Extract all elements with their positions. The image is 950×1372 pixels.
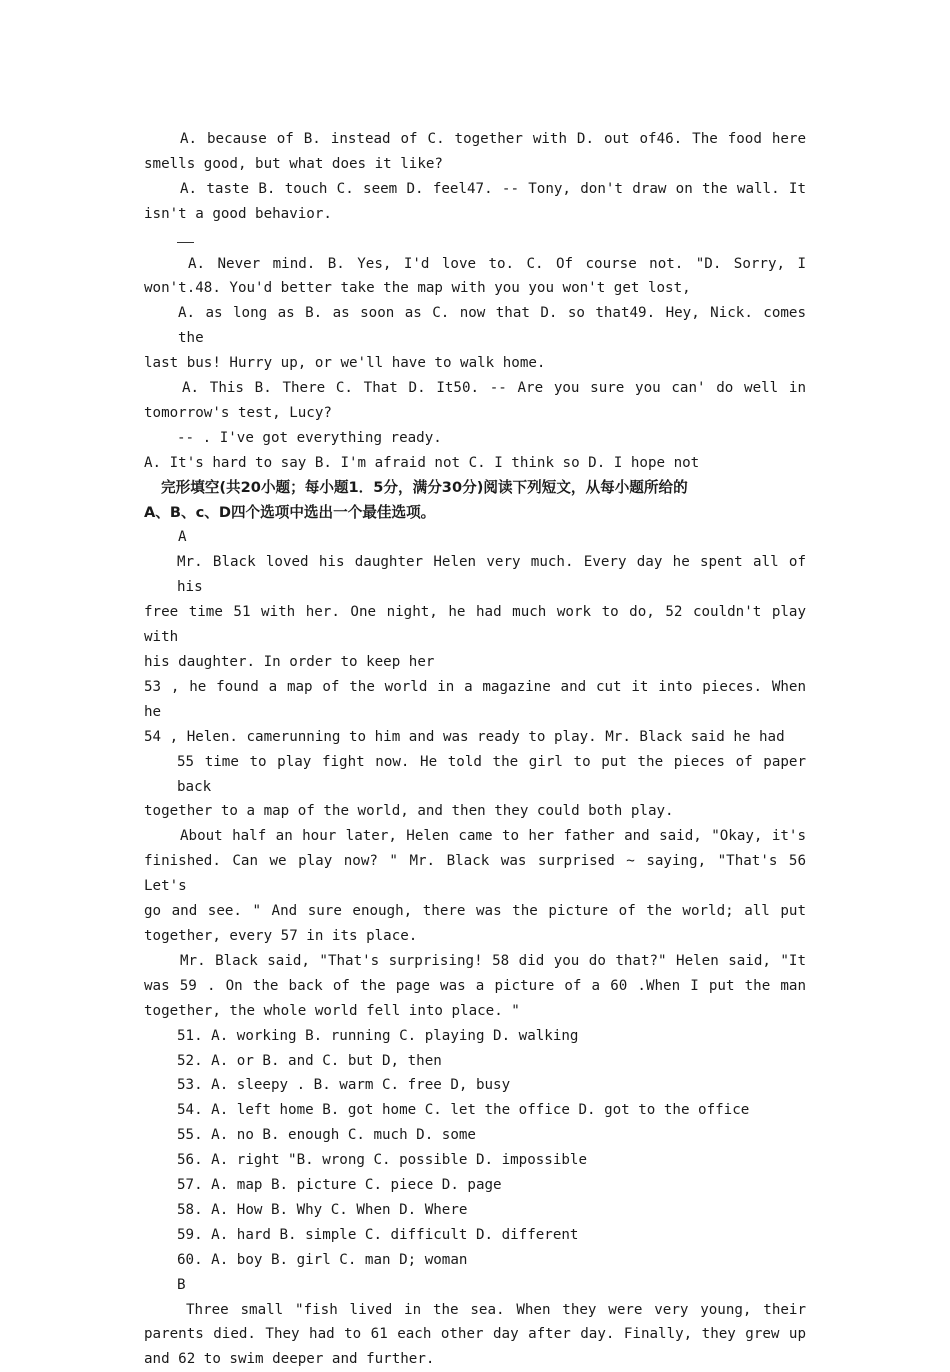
text-line: Mr. Black loved his daughter Helen very much. Every day he spent all of his <box>177 554 806 596</box>
passage-label: B <box>177 1276 186 1293</box>
text-line: together, the whole world fell into place. " <box>144 1002 520 1019</box>
text-line: his daughter. In order to keep her <box>144 654 435 671</box>
option-line: 51. A. working B. running C. playing D. walking <box>177 1027 579 1044</box>
text-line: A. as long as B. as soon as C. now that D. so that49. Hey, Nick. comes the <box>178 305 806 347</box>
option-line: 56. A. right "B. wrong C. possible D. impossible <box>177 1152 587 1169</box>
option-line: 54. A. left home B. got home C. let the office D. got to the office <box>177 1102 750 1119</box>
dash-mark <box>144 227 806 252</box>
text-line: tomorrow's test, Lucy? <box>144 404 332 421</box>
text-line: together to a map of the world, and then they could both play. <box>144 803 674 820</box>
text-line: A. taste B. touch C. seem D. feel47. -- Tony, don't draw on the wall. It <box>180 180 806 197</box>
text-line: isn't a good behavior. <box>144 205 332 222</box>
section-heading: 完形填空(共20小题；每小题1．5分，满分30分)阅读下列短文，从每小题所给的 <box>161 478 688 496</box>
text-line: 53 , he found a map of the world in a magazine and cut it into pieces. When he <box>144 678 806 720</box>
text-line: Three small "fish lived in the sea. When they were very young, their <box>186 1301 806 1318</box>
text-line: 54 , Helen. camerunning to him and was ready to play. Mr. Black said he had <box>144 728 785 745</box>
text-line: won't.48. You'd better take the map with you you won't get lost, <box>144 280 691 297</box>
option-line: 53. A. sleepy . B. warm C. free D, busy <box>177 1077 511 1094</box>
text-line: together, every 57 in its place. <box>144 927 418 944</box>
text-line: free time 51 with her. One night, he had much work to do, 52 couldn't play with <box>144 604 806 646</box>
text-line: parents died. They had to 61 each other day after day. Finally, they grew up <box>144 1326 806 1343</box>
option-line: 52. A. or B. and C. but D, then <box>177 1052 442 1069</box>
text-line: was 59 . On the back of the page was a picture of a 60 .When I put the man <box>144 977 806 994</box>
text-line: last bus! Hurry up, or we'll have to walk home. <box>144 355 546 372</box>
text-line: 55 time to play fight now. He told the girl to put the pieces of paper back <box>177 753 806 795</box>
option-line: 59. A. hard B. simple C. difficult D. different <box>177 1226 579 1243</box>
text-line: A. It's hard to say B. I'm afraid not C. I think so D. I hope not <box>144 454 700 471</box>
text-line: -- . I've got everything ready. <box>177 429 442 446</box>
text-line: finished. Can we play now? " Mr. Black was surprised ~ saying, "That's 56 Let's <box>144 853 806 895</box>
passage-label: A <box>178 529 187 546</box>
option-line: 60. A. boy B. girl C. man D; woman <box>177 1251 468 1268</box>
text-line: A. This B. There C. That D. It50. -- Are you sure you can' do well in <box>182 380 806 397</box>
text-line: A. because of B. instead of C. together with D. out of46. The food here <box>180 131 806 147</box>
document-page <box>144 127 806 1372</box>
text-line: smells good, but what does it like? <box>144 155 443 172</box>
option-line: 57. A. map B. picture C. piece D. page <box>177 1177 502 1194</box>
text-line: A. Never mind. B. Yes, I'd love to. C. Of course not. "D. Sorry, I <box>188 255 806 272</box>
text-line: About half an hour later, Helen came to her father and said, "Okay, it's <box>180 828 806 845</box>
option-line: 58. A. How B. Why C. When D. Where <box>177 1201 468 1218</box>
text-line: Mr. Black said, "That's surprising! 58 did you do that?" Helen said, "It <box>180 952 806 969</box>
option-line: 55. A. no B. enough C. much D. some <box>177 1127 476 1144</box>
text-line: and 62 to swim deeper and further. <box>144 1351 435 1368</box>
section-heading: A、B、c、D四个选项中选出一个最佳选项。 <box>144 503 436 521</box>
text-line: go and see. " And sure enough, there was the picture of the world; all put <box>144 903 806 920</box>
